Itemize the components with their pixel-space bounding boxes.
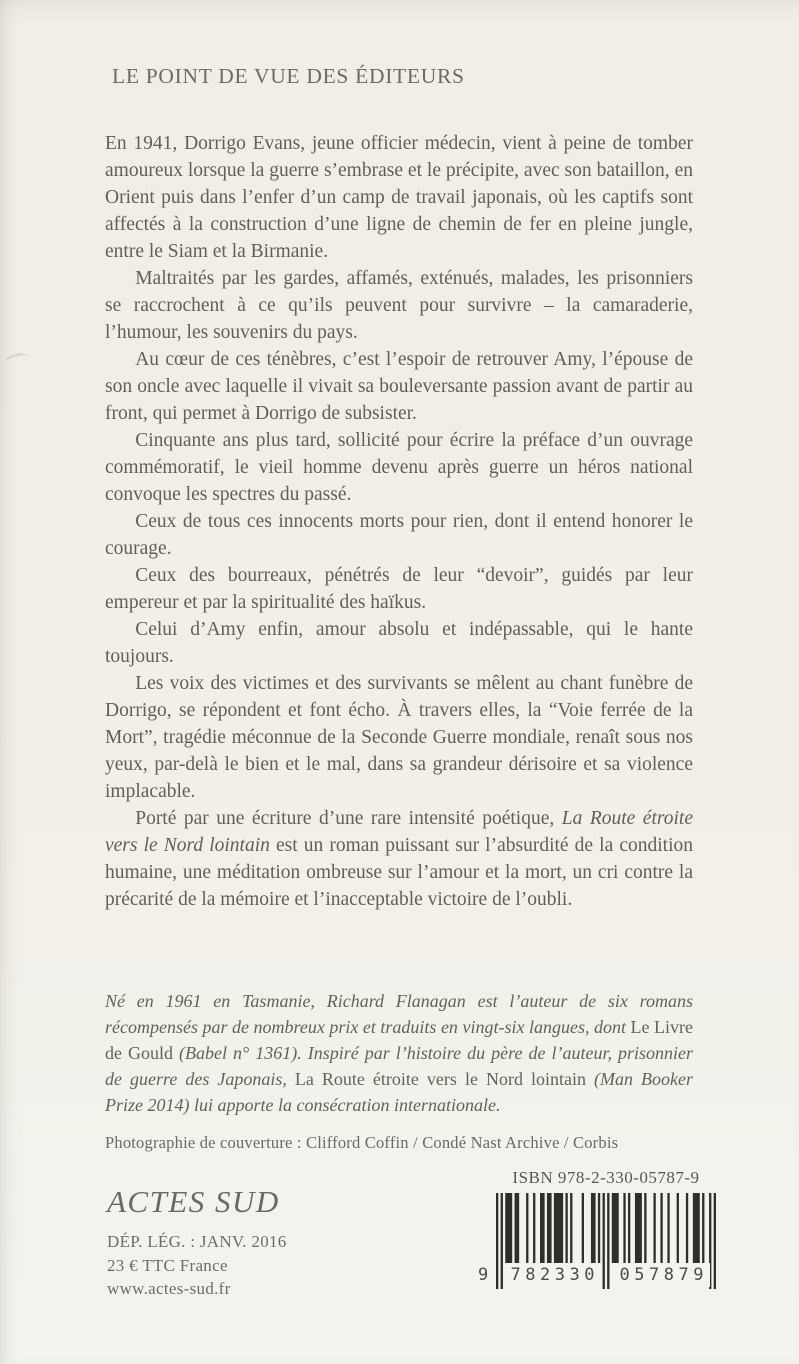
publisher-logo: ACTES SUD (107, 1184, 280, 1219)
publisher-website: www.actes-sud.fr (107, 1279, 231, 1298)
price-line: 23 € TTC France (107, 1255, 228, 1275)
isbn-label: ISBN 978-2-330-05787-9 (512, 1168, 700, 1187)
legal-deposit-line: DÉP. LÉG. : JANV. 2016 (107, 1232, 287, 1251)
collection-header: LE POINT DE VUE DES ÉDITEURS (112, 64, 465, 88)
text-segment: Né en 1961 en Tasmanie, Richard Flanagan est l’auteur de six romans récompensés par de nombreux prix et traduits en vingt-six langues, dont (105, 991, 693, 1037)
synopsis (105, 130, 693, 913)
paper-smudge (3, 351, 32, 372)
synopsis-paragraph (105, 508, 693, 562)
synopsis-paragraph (105, 427, 693, 508)
ean13-barcode (478, 1193, 716, 1289)
synopsis-paragraph (105, 562, 693, 616)
text-segment: Les voix des victimes et des survivants se mêlent au chant funèbre de Dorrigo, se répondent et font écho. À travers elles, la “Voie ferrée de la Mort”, tragédie méconnue de la Seconde Guerre mondiale, renaît sous nos yeux, par-delà le bien et le mal, dans sa grandeur dérisoire et sa violence implacable. (105, 673, 693, 802)
synopsis-paragraph (105, 346, 693, 427)
text-segment: Porté par une écriture d’une rare intensité poétique, (135, 808, 562, 829)
barcode-digits-group2: 057879 (613, 1263, 710, 1287)
text-segment: Maltraités par les gardes, affamés, exténués, malades, les prisonniers se raccrochent à ce qu’ils peuvent pour survivre – la camaraderie, l’humour, les souvenirs du pays. (105, 268, 693, 343)
text-segment: (Man Booker Prize 2014) lui apporte la consécration internationale. (105, 1069, 694, 1115)
text-segment: Cinquante ans plus tard, sollicité pour écrire la préface d’un ouvrage commémoratif, le vieil homme devenu après guerre un héros national convoque les spectres du passé. (105, 430, 693, 505)
text-segment: Au cœur de ces ténèbres, c’est l’espoir de retrouver Amy, l’épouse de son oncle avec laquelle il vivait sa bouleversante passion avant de partir au front, qui permet à Dorrigo de subsister. (105, 349, 693, 424)
photo-credit: Photographie de couverture : Clifford Coffin / Condé Nast Archive / Corbis (105, 1133, 619, 1152)
text-segment: La Route étroite vers le Nord lointain (105, 808, 693, 856)
text-segment: Ceux des bourreaux, pénétrés de leur “devoir”, guidés par leur empereur et par la spiritualité des haïkus. (105, 565, 693, 613)
synopsis-paragraph (105, 670, 693, 805)
text-segment: est un roman puissant sur l’absurdité de la condition humaine, une méditation ombreuse sur l’amour et la mort, un cri contre la précarité de la mémoire et l’inacceptable victoire de l’oubli. (105, 835, 693, 910)
synopsis-paragraph (105, 265, 693, 346)
synopsis-paragraph (105, 130, 693, 265)
text-segment: Celui d’Amy enfin, amour absolu et indépassable, qui le hante toujours. (105, 619, 693, 667)
synopsis-paragraph (105, 805, 693, 913)
barcode-lead-digit: 9 (478, 1265, 489, 1285)
barcode-digits-group1: 782330 (504, 1263, 601, 1287)
text-segment: Le Livre de Gould (105, 1017, 694, 1063)
publisher-block (107, 1184, 287, 1301)
author-bio (105, 988, 693, 1118)
text-segment: En 1941, Dorrigo Evans, jeune officier médecin, vient à peine de tomber amoureux lorsque la guerre s’embrase et le précipite, avec son bataillon, en Orient puis dans l’enfer d’un camp de travail japonais, où les captifs sont affectés à la construction d’une ligne de chemin de fer en pleine jungle, entre le Siam et la Birmanie. (105, 133, 693, 262)
text-segment: Ceux de tous ces innocents morts pour rien, dont il entend honorer le courage. (105, 511, 693, 559)
text-segment: La Route étroite vers le Nord lointain (294, 1069, 595, 1089)
synopsis-paragraph (105, 616, 693, 670)
isbn-block (478, 1168, 716, 1289)
text-segment: (Babel n° 1361). Inspiré par l’histoire du père de l’auteur, prisonnier de guerre des Japonais, (105, 1043, 693, 1089)
